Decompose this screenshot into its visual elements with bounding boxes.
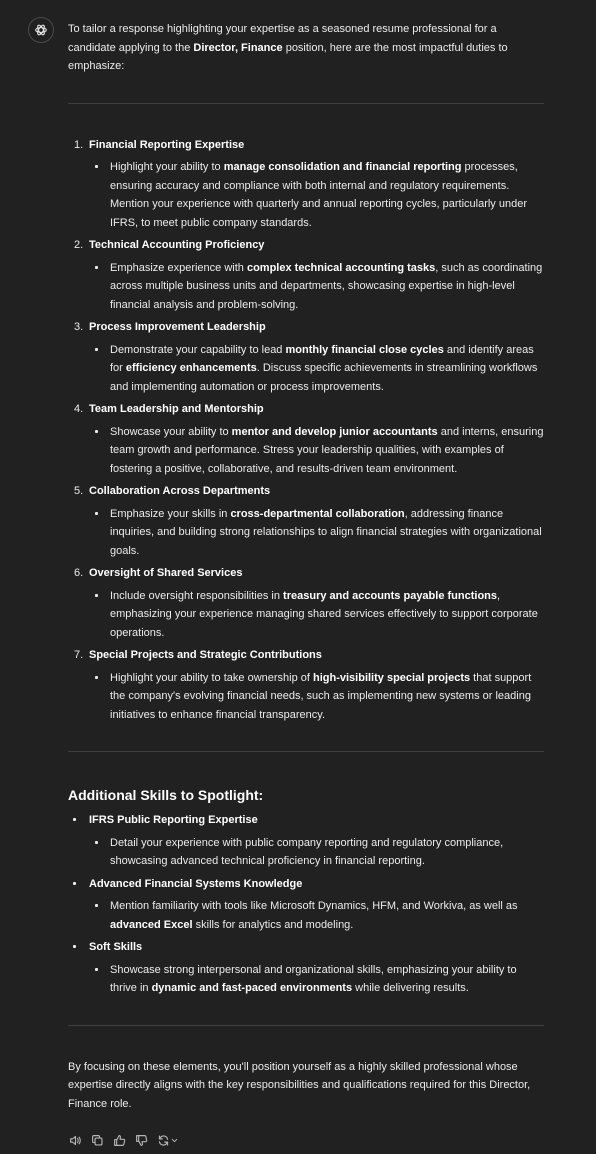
duty-title: Collaboration Across Departments	[89, 485, 271, 497]
copy-icon	[91, 1134, 104, 1147]
duty-bold: treasury and accounts payable functions	[283, 589, 497, 602]
duty-bold: mentor and develop junior accountants	[231, 425, 438, 438]
bad-response-button[interactable]	[134, 1133, 149, 1148]
duty-detail	[89, 669, 544, 725]
assistant-message	[68, 20, 544, 1113]
duty-bold: cross-departmental collaboration	[230, 507, 405, 520]
skill-text: Detail your experience with public company reporting and regulatory compliance, showcasing advanced technical proficiency in financial reporting.	[110, 836, 504, 867]
duty-bold: complex technical accounting tasks	[246, 261, 436, 274]
duty-detail	[89, 423, 544, 479]
duty-text: and interns, ensuring team growth and performance. Stress your leadership qualities, with examples of fostering a positive, collaborative, and results-driven team environment.	[110, 425, 544, 475]
duty-title: Team Leadership and Mentorship	[89, 403, 264, 415]
duty-text: Emphasize experience with	[110, 261, 247, 274]
closing-paragraph: By focusing on these elements, you'll position yourself as a highly skilled professional whose expertise directly aligns with the key responsibilities and qualifications required for this Director, Finance role.	[68, 1060, 531, 1110]
duty-detail	[89, 505, 544, 561]
duty-number: 5.	[74, 485, 84, 497]
duty-number: 4.	[74, 403, 84, 415]
duty-text: Include oversight responsibilities in	[110, 589, 284, 602]
duty-detail	[89, 341, 544, 397]
duty-detail	[89, 158, 544, 232]
good-response-button[interactable]	[112, 1133, 127, 1148]
duty-bold: manage consolidation and financial reporting	[223, 161, 462, 173]
skill-text: Showcase strong interpersonal and organizational skills, emphasizing your ability to thrive in	[110, 963, 517, 994]
thumbs-down-icon	[135, 1134, 148, 1147]
duty-text: processes, ensuring accuracy and compliance with both internal and regulatory requirements. Mention your experience with quarterly and annual reporting cycles, particularly under IFRS, to meet public company standards.	[110, 161, 528, 229]
duty-item	[68, 236, 544, 314]
skill-text: skills for analytics and modeling.	[192, 918, 354, 931]
duty-text: , such as coordinating across multiple business units and departments, showcasing expertise in high-level financial analysis and problem-solving.	[110, 261, 543, 311]
skill-bold: advanced Excel	[110, 918, 193, 931]
message-actions	[68, 1131, 180, 1149]
regenerate-icon	[157, 1134, 170, 1147]
skill-item	[68, 875, 544, 935]
duty-text: . Discuss specific achievements in streamlining workflows and implementing automation or process improvements.	[110, 362, 538, 393]
duty-text: Demonstrate your capability to lead	[110, 343, 286, 356]
skill-detail	[89, 961, 544, 998]
chevron-down-icon	[170, 1136, 179, 1145]
duty-number: 7.	[74, 649, 84, 661]
duty-text: Highlight your ability to	[110, 161, 224, 173]
intro-paragraph	[68, 20, 544, 76]
skill-item	[68, 811, 544, 871]
skill-detail	[89, 897, 544, 934]
duty-text: that support the company's evolving financial needs, such as implementing new systems or leading initiatives to enhance financial transparency.	[110, 671, 532, 721]
skill-text: while delivering results.	[352, 982, 469, 994]
skill-bold: dynamic and fast-paced environments	[151, 982, 353, 994]
duty-title: Financial Reporting Expertise	[89, 138, 245, 151]
assistant-logo-icon	[33, 22, 49, 38]
duty-text: Emphasize your skills in	[110, 507, 231, 520]
skill-detail	[89, 834, 544, 871]
duty-title: Process Improvement Leadership	[89, 321, 266, 333]
duty-title: Technical Accounting Proficiency	[89, 239, 265, 251]
skill-title: IFRS Public Reporting Expertise	[89, 814, 258, 826]
skill-title: Soft Skills	[89, 941, 143, 953]
duty-text: and identify areas for	[110, 343, 534, 374]
duty-text: , emphasizing your experience managing shared services effectively to support corporate operations.	[110, 589, 538, 639]
duty-title: Special Projects and Strategic Contributions	[89, 649, 322, 661]
divider	[68, 751, 544, 752]
divider	[68, 1025, 544, 1026]
duty-text: Highlight your ability to take ownership of	[110, 671, 313, 684]
read-aloud-button[interactable]	[68, 1133, 83, 1148]
additional-skills-heading: Additional Skills to Spotlight:	[68, 787, 264, 803]
duty-detail	[89, 587, 544, 643]
duty-item	[68, 136, 544, 233]
speaker-icon	[69, 1134, 82, 1147]
duty-number: 3.	[74, 321, 84, 333]
skill-title: Advanced Financial Systems Knowledge	[89, 877, 303, 890]
divider	[68, 103, 544, 104]
duty-bold: efficiency enhancements	[125, 362, 257, 374]
duty-bold: high-visibility special projects	[313, 671, 471, 684]
duty-item	[68, 482, 544, 560]
duties-list	[68, 136, 544, 725]
thumbs-up-icon	[113, 1134, 126, 1147]
duty-item	[68, 646, 544, 724]
duty-number: 1.	[74, 138, 84, 151]
duty-detail	[89, 259, 544, 315]
duty-text: Showcase your ability to	[110, 425, 232, 438]
duty-number: 2.	[74, 239, 84, 251]
regenerate-button[interactable]	[156, 1133, 180, 1148]
assistant-avatar	[28, 17, 54, 43]
duty-text: , addressing finance inquiries, and building strong relationships to align financial strategies with organizational goals.	[110, 507, 542, 557]
intro-bold: Director, Finance	[193, 41, 283, 54]
skill-text: Mention familiarity with tools like Microsoft Dynamics, HFM, and Workiva, as well as	[110, 900, 518, 912]
skill-item	[68, 938, 544, 998]
duty-item	[68, 564, 544, 642]
duty-number: 6.	[74, 567, 84, 579]
duty-item	[68, 400, 544, 478]
intro-text-end: position, here are the most impactful duties to emphasize:	[68, 41, 508, 72]
copy-button[interactable]	[90, 1133, 105, 1148]
duty-item	[68, 318, 544, 396]
duty-bold: monthly financial close cycles	[285, 343, 444, 356]
skills-list	[68, 811, 544, 998]
intro-text: To tailor a response highlighting your expertise as a seasoned resume professional for a candidate applying to the	[68, 23, 497, 54]
duty-title: Oversight of Shared Services	[89, 567, 243, 579]
